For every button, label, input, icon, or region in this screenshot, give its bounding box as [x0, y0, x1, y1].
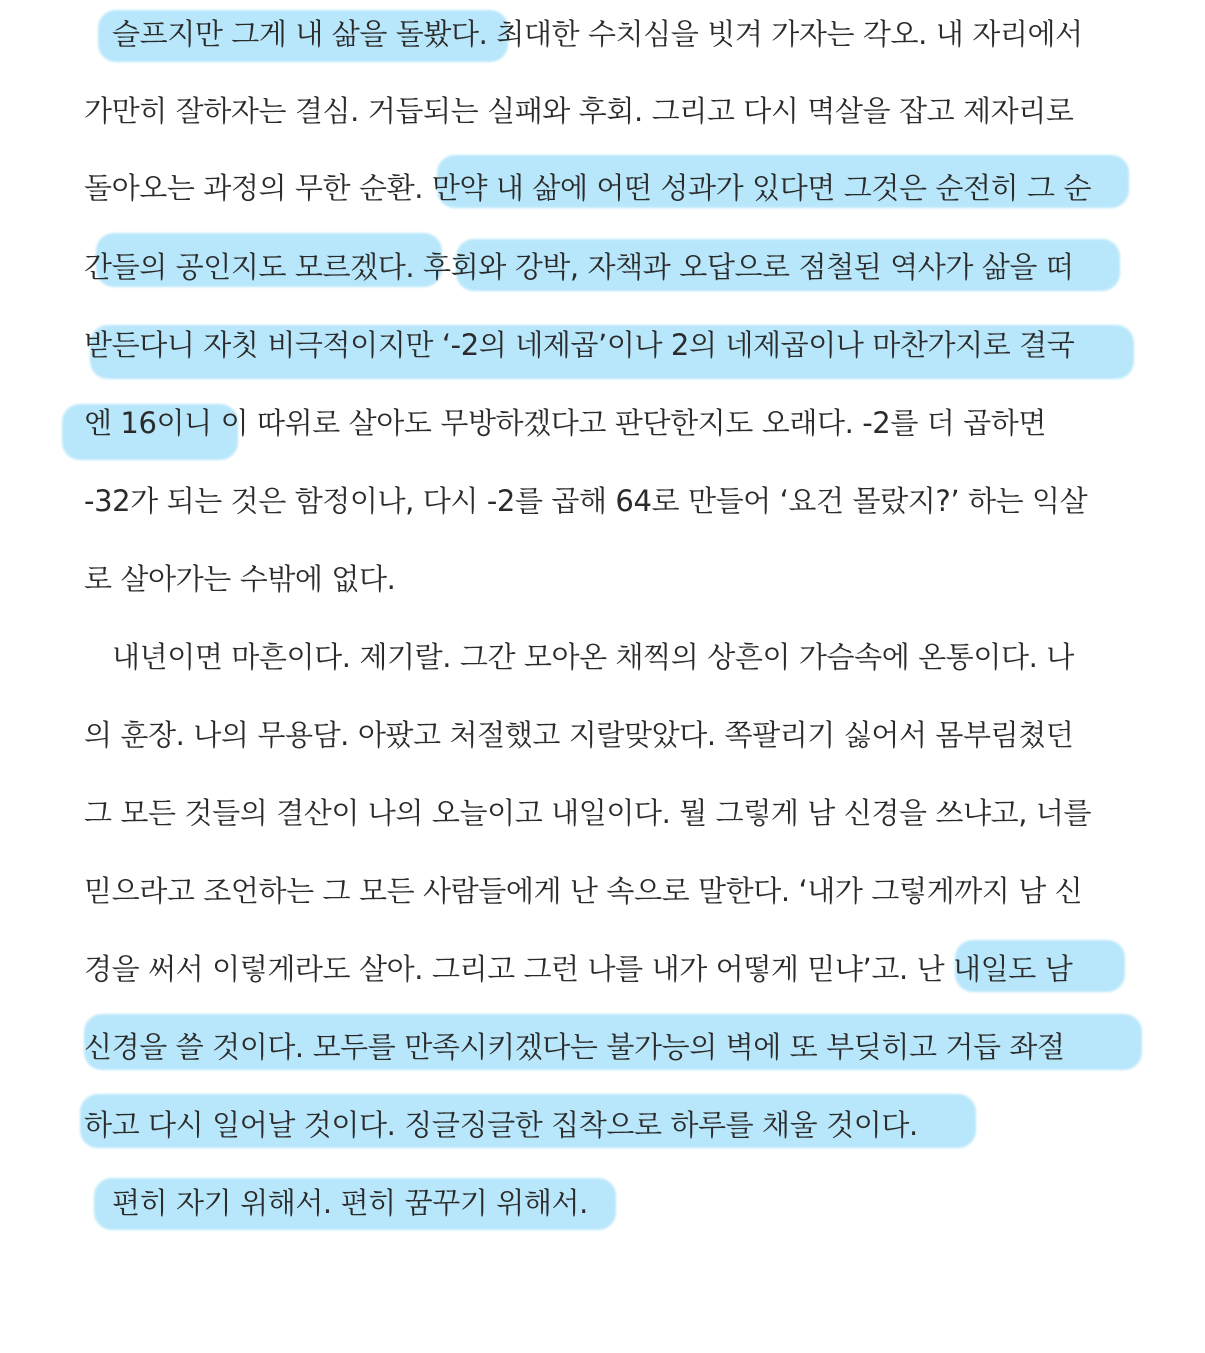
- line-text: -32가 되는 것은 함정이나, 다시 -2를 곱해 64로 만들어 ‘요건 몰랐지?’ 하는 익살: [84, 484, 1088, 518]
- text-line: [0, 237, 1205, 297]
- line-text: 가만히 잘하자는 결심. 거듭되는 실패와 후회. 그리고 다시 멱살을 잡고 제자리로: [84, 94, 1074, 128]
- text-line: [0, 627, 1205, 687]
- text-line: [0, 315, 1205, 375]
- line-text: 로 살아가는 수밖에 없다.: [84, 562, 396, 596]
- line-text: 돌아오는 과정의 무한 순환. 만약 내 삶에 어떤 성과가 있다면 그것은 순전히 그 순: [84, 171, 1092, 205]
- line-text: 편히 자기 위해서. 편히 꿈꾸기 위해서.: [112, 1186, 588, 1220]
- text-line: [0, 1173, 1205, 1233]
- text-line: [0, 393, 1205, 453]
- text-line: [0, 549, 1205, 609]
- text-line: [0, 158, 1205, 218]
- line-text: 그 모든 것들의 결산이 나의 오늘이고 내일이다. 뭘 그렇게 남 신경을 쓰냐고, 너를: [84, 796, 1092, 830]
- text-line: [0, 81, 1205, 141]
- line-text: 경을 써서 이렇게라도 살아. 그리고 그런 나를 내가 어떻게 믿냐’고. 난 내일도 남: [84, 952, 1073, 986]
- line-text: 하고 다시 일어날 것이다. 징글징글한 집착으로 하루를 채울 것이다.: [84, 1108, 918, 1142]
- text-line: [0, 705, 1205, 765]
- text-line: [0, 1017, 1205, 1077]
- text-line: [0, 1095, 1205, 1155]
- text-line: [0, 783, 1205, 843]
- text-line: [0, 4, 1205, 64]
- line-text: 내년이면 마흔이다. 제기랄. 그간 모아온 채찍의 상흔이 가슴속에 온통이다. 나: [112, 640, 1074, 674]
- text-line: [0, 939, 1205, 999]
- line-text: 엔 16이니 이 따위로 살아도 무방하겠다고 판단한지도 오래다. -2를 더 곱하면: [84, 406, 1047, 440]
- line-text: 믿으라고 조언하는 그 모든 사람들에게 난 속으로 말한다. ‘내가 그렇게까지 남 신: [84, 874, 1083, 908]
- line-text: 받든다니 자칫 비극적이지만 ‘-2의 네제곱’이나 2의 네제곱이나 마찬가지로 결국: [84, 328, 1075, 362]
- text-line: [0, 861, 1205, 921]
- text-line: [0, 471, 1205, 531]
- line-text: 의 훈장. 나의 무용담. 아팠고 처절했고 지랄맞았다. 쪽팔리기 싫어서 몸부림쳤던: [84, 718, 1074, 752]
- line-text: 슬프지만 그게 내 삶을 돌봤다. 최대한 수치심을 빗겨 가자는 각오. 내 자리에서: [112, 17, 1083, 51]
- line-text: 간들의 공인지도 모르겠다. 후회와 강박, 자책과 오답으로 점철된 역사가 삶을 떠: [84, 250, 1074, 284]
- line-text: 신경을 쓸 것이다. 모두를 만족시키겠다는 불가능의 벽에 또 부딪히고 거듭 좌절: [84, 1030, 1065, 1064]
